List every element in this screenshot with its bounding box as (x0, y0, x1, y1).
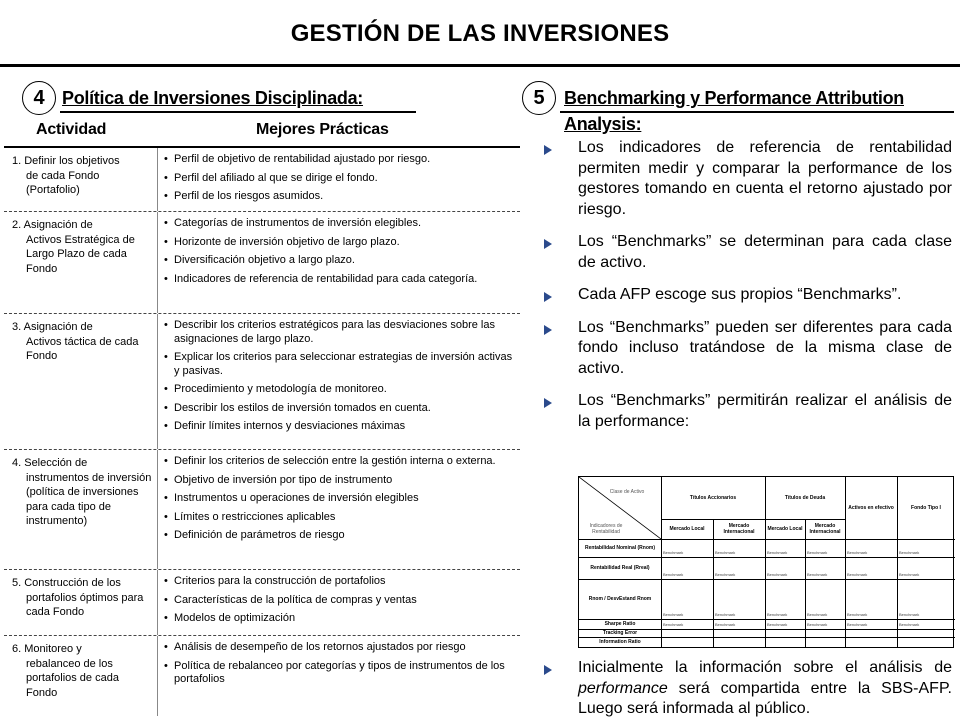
grid-line (579, 629, 955, 630)
group-header: Títulos Accionarios (689, 495, 737, 501)
benchmark-cell: Benchmark (715, 612, 736, 617)
benchmark-cell: Benchmark (899, 572, 920, 577)
corner-top-label: Clase de Activo (609, 489, 645, 495)
arrow-bullet-icon (544, 665, 552, 675)
column-divider (157, 314, 158, 449)
grid-line (661, 519, 845, 520)
benchmark-cell: Benchmark (715, 550, 736, 555)
benchmark-cell: Benchmark (899, 550, 920, 555)
list-item: • Definición de parámetros de riesgo (164, 529, 520, 543)
sub-header: Mercado Local (767, 526, 803, 532)
benchmark-cell: Benchmark (899, 612, 920, 617)
activity-cell: 3. Asignación de Activos táctica de cada Fondo (12, 321, 139, 362)
row-label: Sharpe Ratio (604, 621, 636, 627)
list-item: • Objetivo de inversión por tipo de instrumento (164, 474, 520, 488)
sub-header: Mercado Local (669, 526, 705, 532)
benchmark-cell: Benchmark (807, 622, 828, 627)
grid-line (579, 637, 955, 638)
title-divider (0, 64, 960, 67)
list-item: • Describir los criterios estratégicos para las desviaciones sobre las asignaciones de largo plazo. (164, 319, 520, 346)
row-label: Rnom / DesvEstand Rnom (588, 596, 652, 602)
benchmark-cell: Benchmark (767, 550, 788, 555)
benchmark-cell: Benchmark (847, 622, 868, 627)
sub-header: Mercado Internacional (809, 523, 841, 535)
list-item: • Categorías de instrumentos de inversión elegibles. (164, 217, 520, 231)
table-row (4, 636, 520, 716)
arrow-bullet-icon (544, 398, 552, 408)
table-row (4, 146, 520, 212)
grid-line (661, 477, 662, 647)
column-divider (157, 570, 158, 635)
section-number-5: 5 (522, 81, 556, 115)
table-row (4, 314, 520, 450)
column-divider (157, 450, 158, 569)
activity-cell: 1. Definir los objetivos de cada Fondo (Portafolio) (12, 155, 120, 196)
group-header: Activos en efectivo (848, 505, 894, 511)
list-item: • Definir límites internos y desviaciones máximas (164, 420, 520, 434)
row-label: Rentabilidad Real (Rreal) (590, 565, 650, 571)
section-heading-underline (560, 111, 954, 113)
list-item: • Perfil de los riesgos asumidos. (164, 190, 520, 204)
list-item: • Modelos de optimización (164, 612, 520, 626)
column-divider (157, 636, 158, 716)
corner-bottom-label: Indicadores de Rentabilidad (589, 523, 623, 535)
practices-list (164, 575, 520, 631)
grid-line (897, 477, 898, 647)
benchmark-cell: Benchmark (807, 612, 828, 617)
bullet-item: Los “Benchmarks” permitirán realizar el análisis de la performance: (542, 391, 952, 432)
activity-cell: 5. Construcción de los portafolios óptimos para cada Fondo (12, 577, 144, 618)
practices-list (164, 641, 520, 692)
grid-line (845, 477, 846, 647)
grid-line (579, 539, 955, 540)
group-header: Títulos de Deuda (784, 495, 826, 501)
benchmark-cell: Benchmark (767, 622, 788, 627)
benchmark-cell: Benchmark (663, 612, 684, 617)
column-divider (157, 212, 158, 313)
practices-list (164, 153, 520, 209)
benchmark-cell: Benchmark (663, 572, 684, 577)
column-header-practices: Mejores Prácticas (256, 121, 389, 138)
list-item: • Perfil de objetivo de rentabilidad ajustado por riesgo. (164, 153, 520, 167)
arrow-bullet-icon (544, 239, 552, 249)
section-heading-benchmarking: Benchmarking y Performance Attribution (564, 88, 904, 108)
column-header-activity: Actividad (36, 121, 107, 138)
bullet-item: Cada AFP escoge sus propios “Benchmarks”. (542, 285, 952, 306)
bullet-item-final: Inicialmente la información sobre el análisis de performance será compartida entre la SBS-AFP. Luego será informada al público. (542, 658, 952, 720)
list-item: • Perfil del afiliado al que se dirige el fondo. (164, 172, 520, 186)
list-item: • Indicadores de referencia de rentabilidad para cada categoría. (164, 273, 520, 287)
row-label: Tracking Error (602, 630, 638, 636)
page-title: GESTIÓN DE LAS INVERSIONES (290, 20, 670, 47)
benchmark-cell: Benchmark (807, 572, 828, 577)
section-heading-policy: Política de Inversiones Disciplinada: (62, 88, 364, 108)
table-row (4, 570, 520, 636)
group-header: Fondo Tipo I (911, 505, 941, 511)
benchmark-cell: Benchmark (767, 612, 788, 617)
policy-table (4, 146, 520, 716)
section-heading-benchmarking-line2: Analysis: (564, 114, 642, 134)
arrow-bullet-icon (544, 145, 552, 155)
section-number-4: 4 (22, 81, 56, 115)
bullet-item: Los “Benchmarks” se determinan para cada clase de activo. (542, 232, 952, 273)
list-item: • Características de la política de compras y ventas (164, 594, 520, 608)
benchmark-cell: Benchmark (847, 612, 868, 617)
list-item: • Criterios para la construcción de portafolios (164, 575, 520, 589)
benchmark-cell: Benchmark (847, 550, 868, 555)
row-label: Rentabilidad Nominal (Rnom) (585, 545, 655, 551)
benchmark-cell: Benchmark (807, 550, 828, 555)
grid-line (765, 477, 766, 647)
list-item: • Diversificación objetivo a largo plazo. (164, 254, 520, 268)
activity-cell: 4. Selección de instrumentos de inversión (política de inversiones para cada tipo de instrumento) (12, 457, 152, 527)
column-divider (157, 148, 158, 211)
benchmark-cell: Benchmark (715, 572, 736, 577)
arrow-bullet-icon (544, 292, 552, 302)
list-item: • Explicar los criterios para seleccionar estrategias de inversión activas y pasivas. (164, 351, 520, 378)
list-item: • Política de rebalanceo por categorías y tipos de instrumentos de los portafolios (164, 660, 520, 687)
activity-cell: 2. Asignación de Activos Estratégica de Largo Plazo de cada Fondo (12, 219, 135, 275)
benchmark-cell: Benchmark (663, 622, 684, 627)
list-item: • Procedimiento y metodología de monitoreo. (164, 383, 520, 397)
row-label: Information Ratio (599, 639, 641, 645)
section-heading-underline (60, 111, 416, 113)
benchmark-cell: Benchmark (715, 622, 736, 627)
list-item: • Análisis de desempeño de los retornos ajustados por riesgo (164, 641, 520, 655)
grid-line (805, 519, 806, 647)
benchmark-cell: Benchmark (899, 622, 920, 627)
benchmark-cell: Benchmark (847, 572, 868, 577)
benchmark-cell: Benchmark (767, 572, 788, 577)
bullet-item: Los “Benchmarks” pueden ser diferentes para cada fondo incluso tratándose de la misma clase de activo. (542, 318, 952, 380)
grid-line (713, 519, 714, 647)
grid-line (579, 557, 955, 558)
grid-line (579, 619, 955, 620)
list-item: • Describir los estilos de inversión tomados en cuenta. (164, 402, 520, 416)
benchmark-bullets (542, 138, 952, 444)
list-item: • Definir los criterios de selección entre la gestión interna o externa. (164, 455, 520, 469)
list-item: • Horizonte de inversión objetivo de largo plazo. (164, 236, 520, 250)
list-item: • Instrumentos u operaciones de inversión elegibles (164, 492, 520, 506)
benchmark-cell: Benchmark (663, 550, 684, 555)
bullet-item: Los indicadores de referencia de rentabilidad permiten medir y comparar la performance de los gestores tomando en cuenta el retorno ajustado por riesgo. (542, 138, 952, 220)
list-item: • Límites o restricciones aplicables (164, 511, 520, 525)
table-row (4, 450, 520, 570)
sub-header: Mercado Internacional (723, 523, 755, 535)
practices-list (164, 319, 520, 439)
arrow-bullet-icon (544, 325, 552, 335)
table-row (4, 212, 520, 314)
practices-list (164, 217, 520, 291)
grid-line (579, 579, 955, 580)
activity-cell: 6. Monitoreo y rebalanceo de los portafolios de cada Fondo (12, 643, 119, 699)
practices-list (164, 455, 520, 548)
benchmark-table (578, 476, 954, 648)
